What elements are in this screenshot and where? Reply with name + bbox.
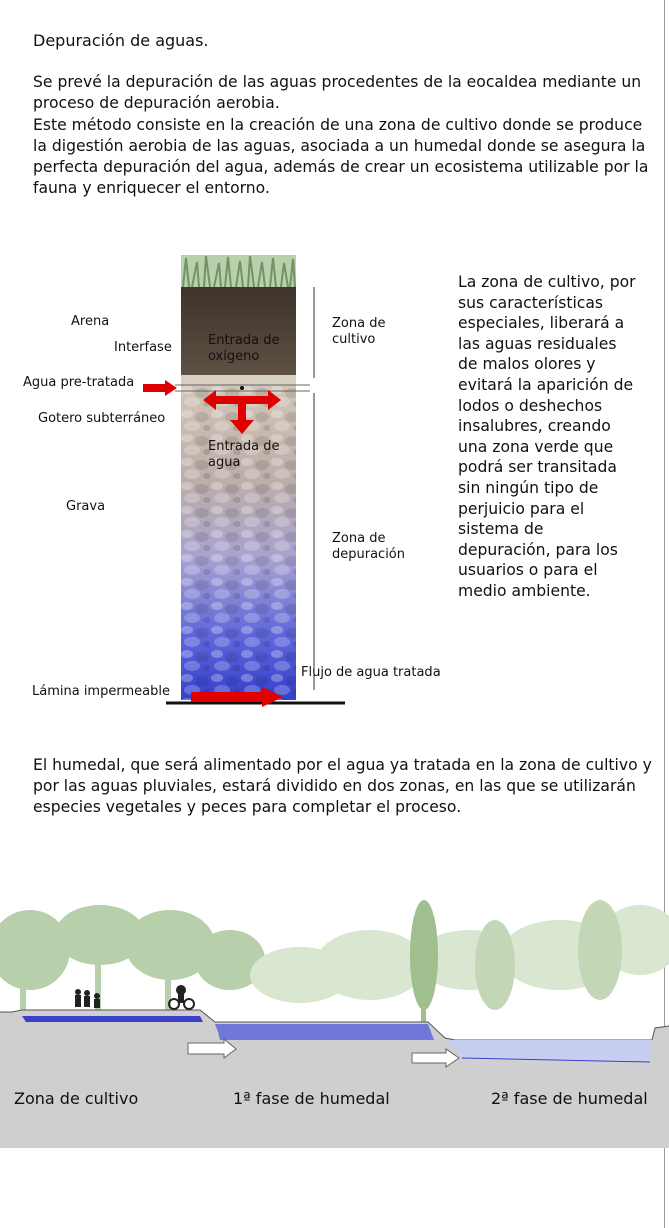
wetland-phase1-water: [215, 1024, 434, 1040]
cyclist-icon: [169, 985, 194, 1009]
label-treated-water-flow: Flujo de agua tratada: [301, 665, 441, 680]
trees-silhouette: [0, 905, 265, 1010]
cultivation-zone-description: La zona de cultivo, por sus características especiales, liberará a las aguas residuales de malos olores y evitará la aparición de lodos o deshechos insalubres, creando una zona verde que podrá ser transitada sin ningún tipo de perjuicio para el sistema de depuración, para los usuarios o para el medio ambiente.: [458, 273, 636, 600]
zone-label-wetland-phase-2: 2ª fase de humedal: [491, 1089, 648, 1108]
label-cultivation-zone: Zona de cultivo: [332, 316, 386, 347]
label-gravel: Grava: [66, 499, 106, 514]
zone-label-wetland-phase-1: 1ª fase de humedal: [233, 1089, 390, 1108]
label-purification-zone: Zona de depuración: [332, 531, 406, 562]
zone-label-cultivation: Zona de cultivo: [14, 1089, 139, 1108]
poplar-tree: [410, 900, 438, 1030]
wetland-paragraph: El humedal, que será alimentado por el agua ya tratada en la zona de cultivo y por las aguas pluviales, estará dividido en dos zonas, en las que se utilizarán especies vegetales y peces para completar el proceso.: [33, 756, 652, 816]
label-water-entry: Entrada de agua: [208, 439, 280, 470]
label-pretreated-water: Agua pre-tratada: [23, 375, 135, 390]
intro-paragraph: Se prevé la depuración de las aguas procedentes de la eocaldea mediante un proceso de depuración aerobia.: [33, 73, 642, 112]
label-sand: Arena: [71, 314, 110, 329]
label-impermeable-sheet: Lámina impermeable: [32, 684, 170, 699]
method-paragraph: Este método consiste en la creación de una zona de cultivo donde se produce la digestión aerobia de las aguas, asociada a un humedal donde se asegura la perfecta depuración del agua, además de crear un ecosistema utilizable por la fauna y enriquecer el entorno.: [33, 116, 649, 197]
label-interface: Interfase: [114, 340, 172, 355]
label-oxygen-entry: Entrada de oxígeno: [208, 333, 280, 364]
page-heading: Depuración de aguas.: [33, 31, 209, 50]
label-drip-line: Gotero subterráneo: [38, 411, 166, 426]
cultivation-zone-water: [22, 1016, 203, 1022]
